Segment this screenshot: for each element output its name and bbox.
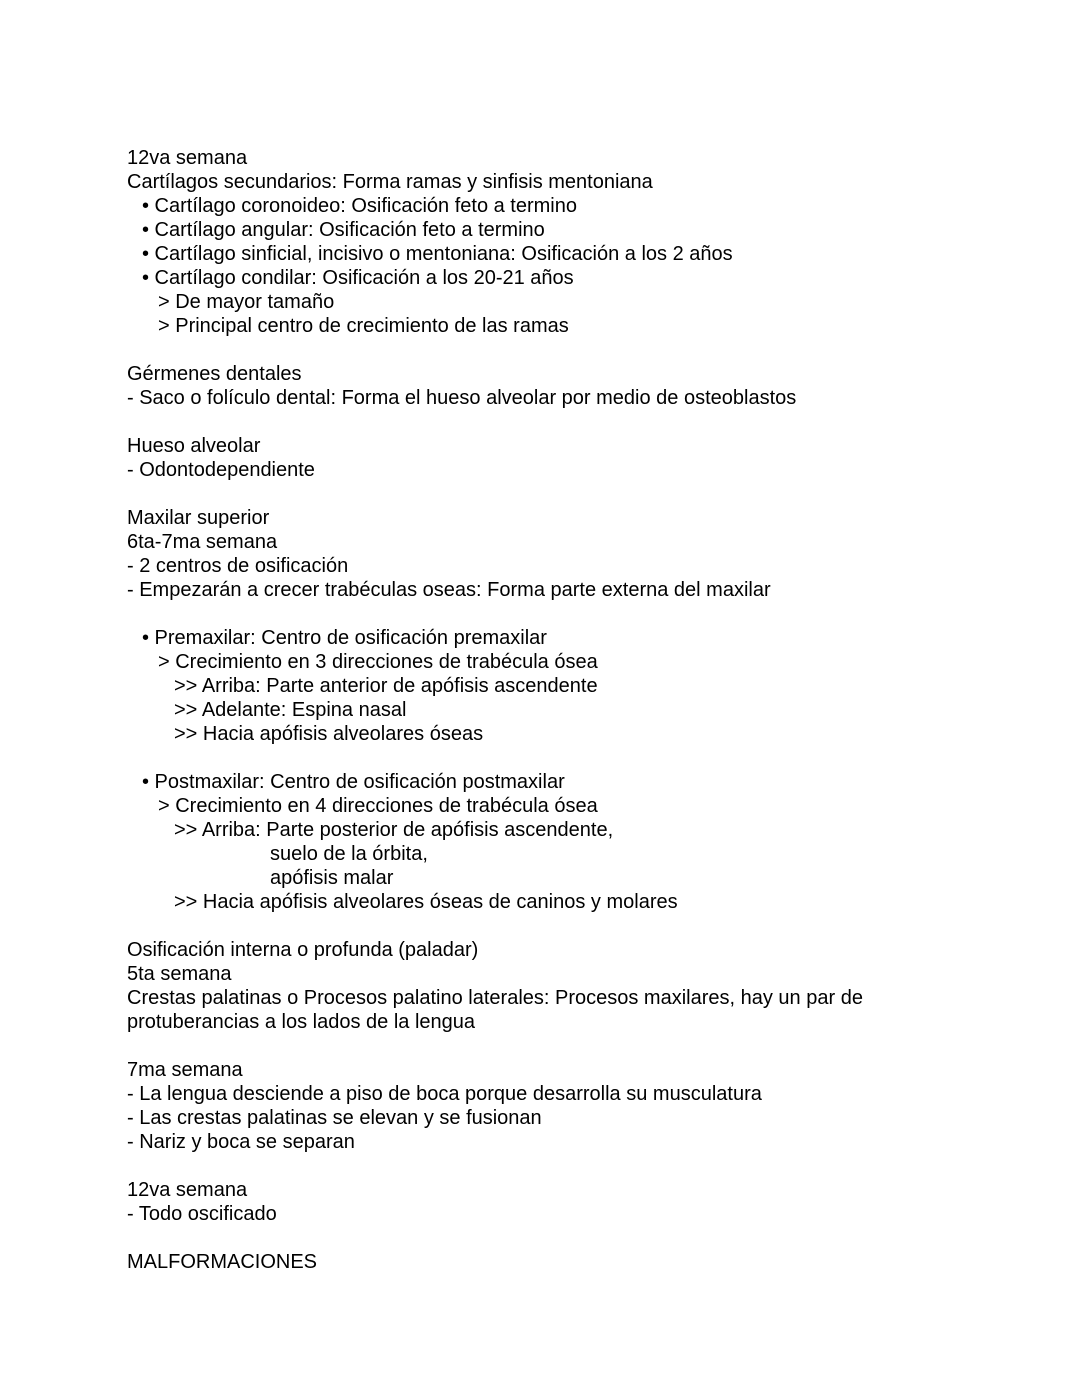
section-premaxilar	[127, 626, 980, 746]
doc-line: - Empezarán a crecer trabéculas oseas: Forma parte externa del maxilar	[127, 579, 771, 601]
doc-line-sub: > Crecimiento en 3 direcciones de trabécula ósea	[158, 651, 598, 673]
doc-line-subsub: >> Hacia apófisis alveolares óseas	[174, 723, 484, 745]
doc-line: Hueso alveolar	[127, 435, 261, 457]
doc-line-bullet: • Cartílago coronoideo: Osificación feto a termino	[142, 195, 577, 217]
doc-line: - 2 centros de osificación	[127, 555, 349, 577]
doc-line: 7ma semana	[127, 1059, 243, 1081]
doc-line: Crestas palatinas o Procesos palatino laterales: Procesos maxilares, hay un par de	[127, 987, 863, 1009]
doc-line: Osificación interna o profunda (paladar)	[127, 939, 479, 961]
section-maxilar-superior	[127, 506, 980, 602]
doc-line-sub: > De mayor tamaño	[158, 291, 335, 313]
doc-line: - Todo oscificado	[127, 1203, 277, 1225]
section-hueso-alveolar	[127, 434, 980, 482]
doc-line-bullet: • Cartílago angular: Osificación feto a termino	[142, 219, 545, 241]
doc-line-bullet: • Postmaxilar: Centro de osificación postmaxilar	[142, 771, 565, 793]
doc-line: Maxilar superior	[127, 507, 270, 529]
section-malformaciones	[127, 1250, 980, 1274]
section-cartilagos-secundarios	[127, 146, 980, 338]
doc-line: 12va semana	[127, 1179, 248, 1201]
doc-line: - Las crestas palatinas se elevan y se fusionan	[127, 1107, 542, 1129]
doc-line-bullet: • Premaxilar: Centro de osificación premaxilar	[142, 627, 547, 649]
doc-line-subsub: >> Arriba: Parte anterior de apófisis ascendente	[174, 675, 598, 697]
doc-line-subsub: >> Adelante: Espina nasal	[174, 699, 407, 721]
section-7ma-semana	[127, 1058, 980, 1154]
doc-line: protuberancias a los lados de la lengua	[127, 1011, 476, 1033]
doc-line-sub: > Crecimiento en 4 direcciones de trabécula ósea	[158, 795, 598, 817]
doc-line-subsub: >> Arriba: Parte posterior de apófisis ascendente,	[174, 819, 614, 841]
section-12va-semana	[127, 1178, 980, 1226]
doc-heading-malformaciones: MALFORMACIONES	[127, 1251, 318, 1273]
doc-line: 6ta-7ma semana	[127, 531, 278, 553]
doc-line-subsub: >> Hacia apófisis alveolares óseas de caninos y molares	[174, 891, 678, 913]
doc-line-continuation: suelo de la órbita,	[270, 843, 428, 865]
doc-line: - Odontodependiente	[127, 459, 315, 481]
doc-line: - La lengua desciende a piso de boca porque desarrolla su musculatura	[127, 1083, 762, 1105]
doc-line: - Nariz y boca se separan	[127, 1131, 355, 1153]
doc-line-sub: > Principal centro de crecimiento de las ramas	[158, 315, 569, 337]
section-germenes-dentales	[127, 362, 980, 410]
doc-line-bullet: • Cartílago condilar: Osificación a los 20-21 años	[142, 267, 574, 289]
doc-line: Cartílagos secundarios: Forma ramas y sinfisis mentoniana	[127, 171, 653, 193]
doc-line-bullet: • Cartílago sinficial, incisivo o mentoniana: Osificación a los 2 años	[142, 243, 733, 265]
doc-line-continuation: apófisis malar	[270, 867, 394, 889]
doc-line: 5ta semana	[127, 963, 232, 985]
section-postmaxilar	[127, 770, 980, 914]
section-osificacion-interna	[127, 938, 980, 1034]
doc-line: Gérmenes dentales	[127, 363, 302, 385]
doc-line: - Saco o folículo dental: Forma el hueso alveolar por medio de osteoblastos	[127, 387, 797, 409]
doc-line: 12va semana	[127, 147, 248, 169]
